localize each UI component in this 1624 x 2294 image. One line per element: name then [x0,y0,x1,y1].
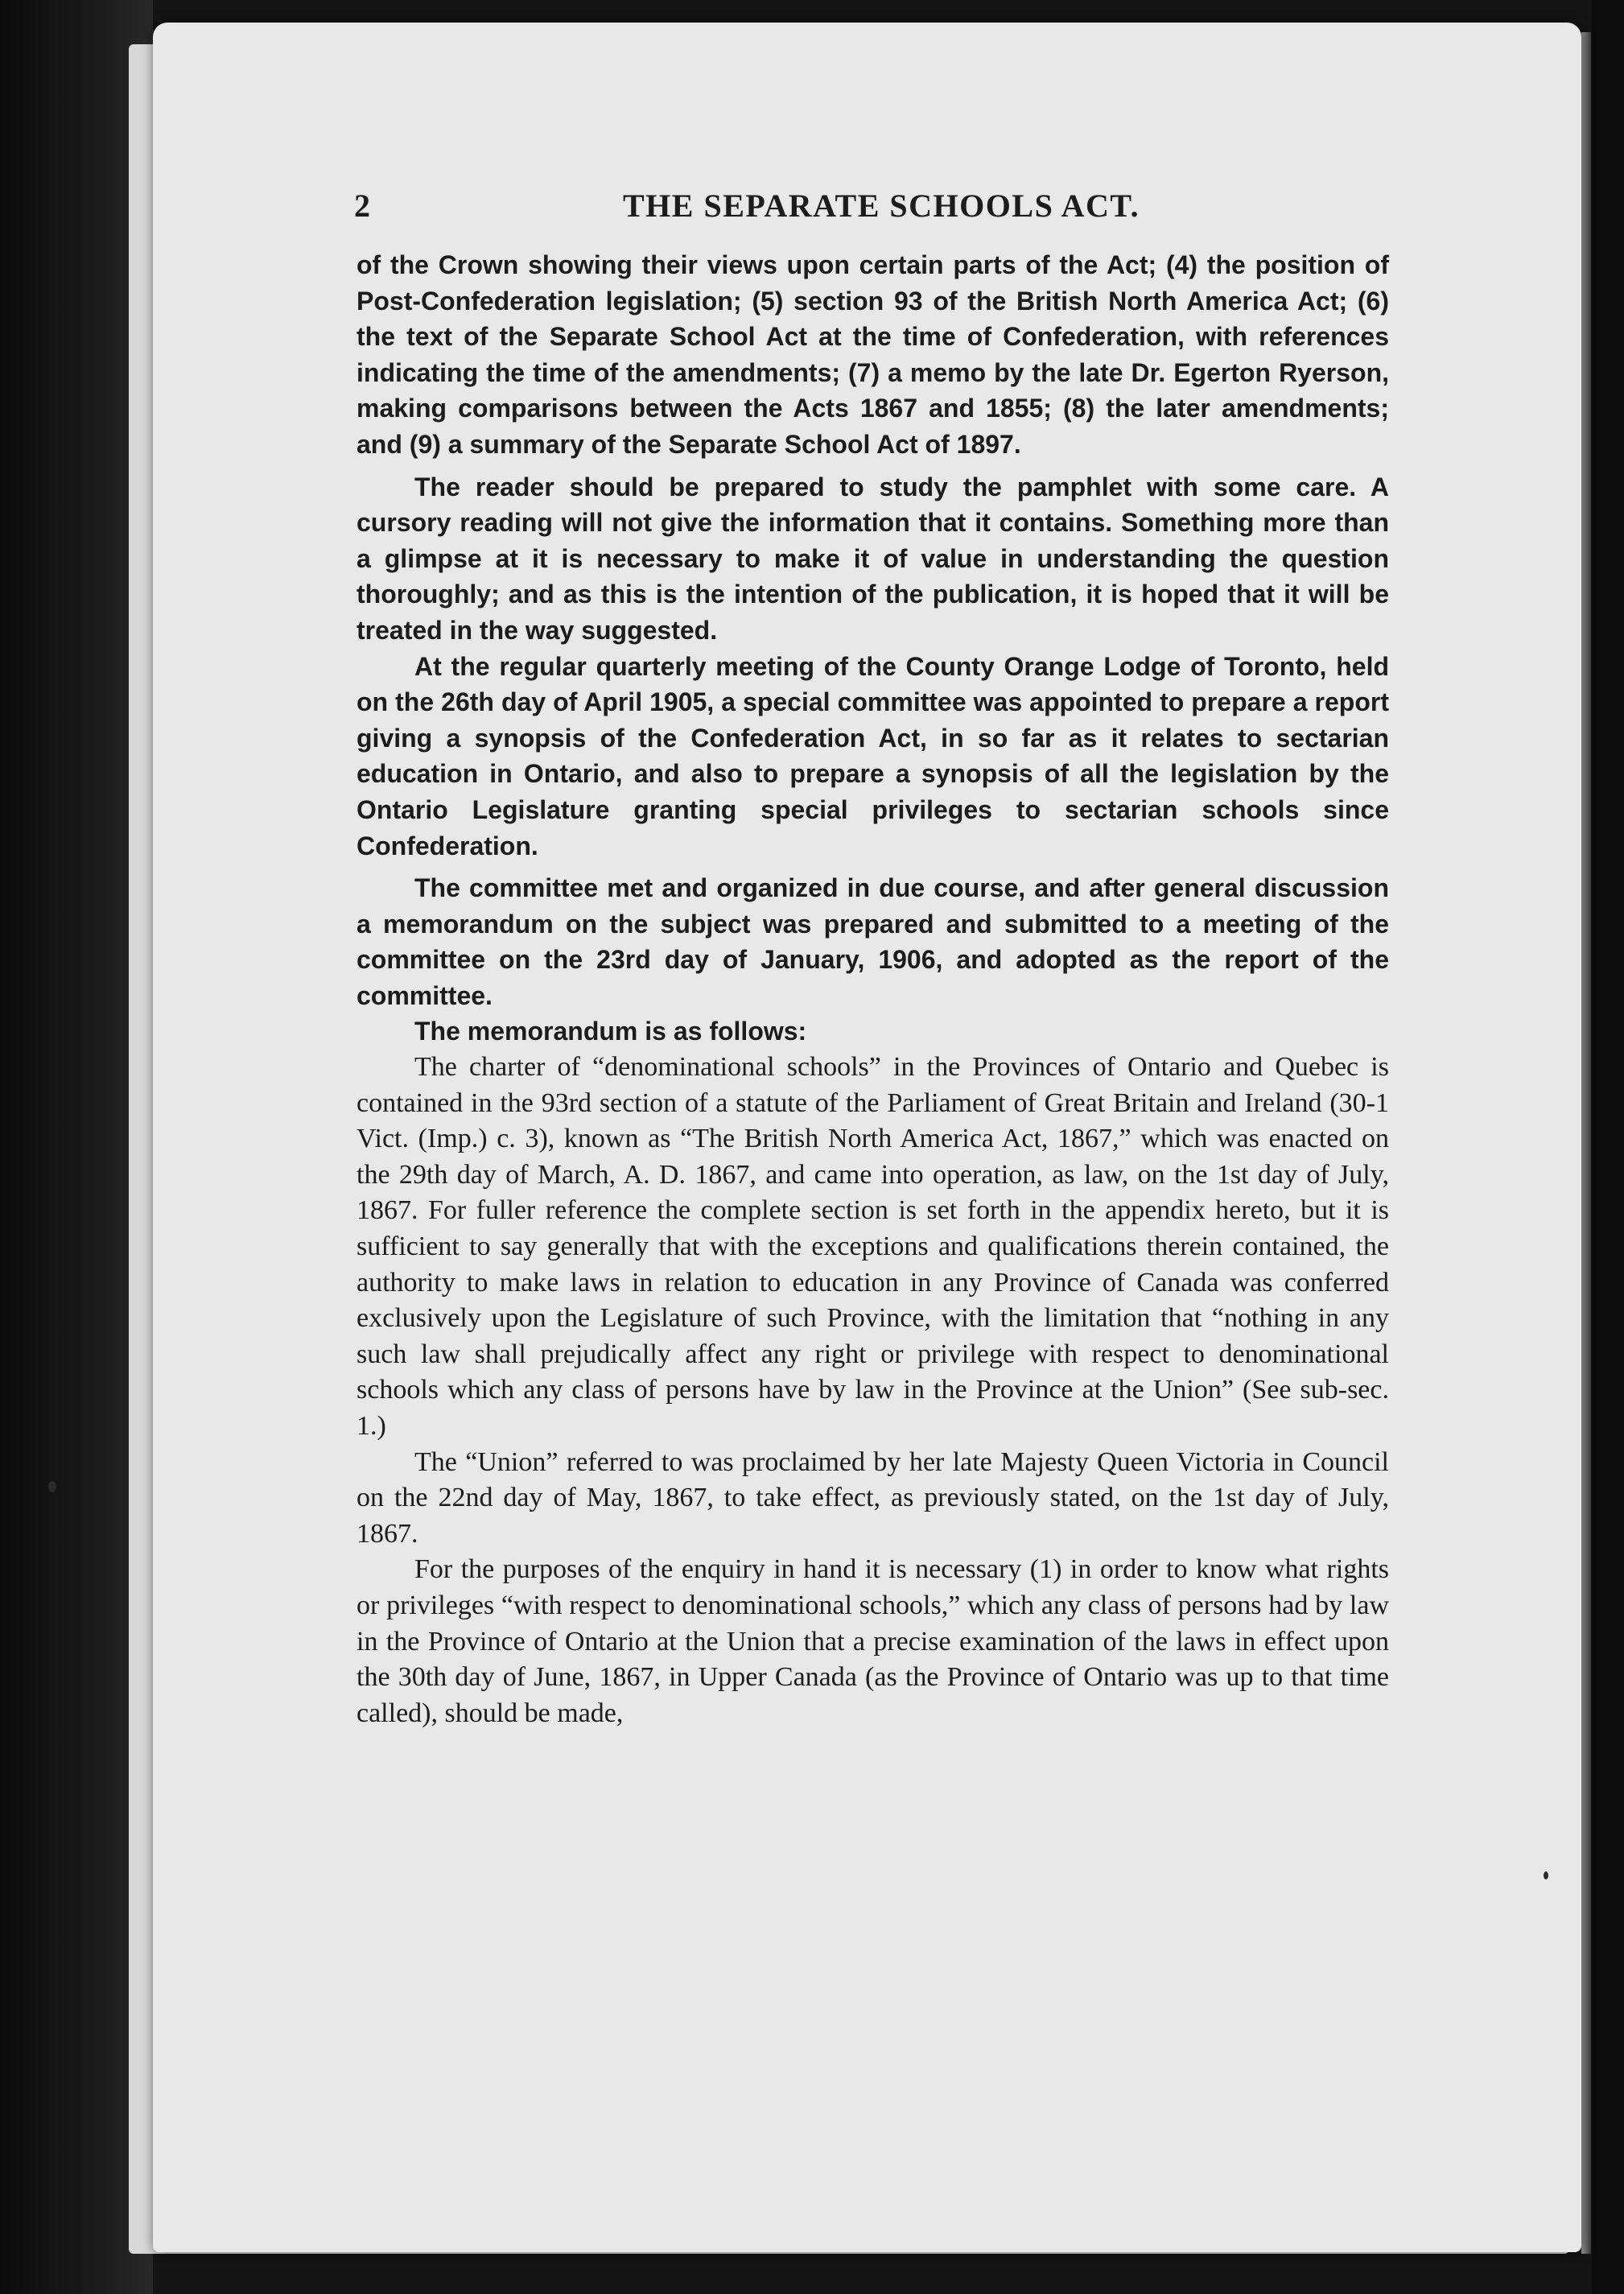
body-text [357,247,1389,1731]
paragraph-1: of the Crown showing their views upon certain parts of the Act; (4) the position of Post-Confederation legislation; (5) section 93 of the British North America Act; (6) the text of the Separate School Act at the time of Confederation, with references indicating the time of the amendments; (7) a memo by the late Dr. Egerton Ryerson, making comparisons between the Acts 1867 and 1855; (8) the later amendments; and (9) a summary of the Separate School Act of 1897. [357,250,1389,459]
paragraph-7: The “Union” referred to was proclaimed by her late Majesty Queen Victoria in Council on the 22nd day of May, 1867, to take effect, as previously stated, on the 1st day of July, 1867. [357,1446,1389,1549]
scan-speck [48,1481,56,1492]
running-header [354,187,1400,235]
paragraph-3: At the regular quarterly meeting of the County Orange Lodge of Toronto, held on the 26th day of April 1905, a special committee was appointed to prepare a report giving a synopsis of the Confederation Act, in so far as it relates to sectarian education in Ontario, and also to prepare a synopsis of all the legislation by the Ontario Legislature granting special privileges to sectarian schools since Confederation. [357,651,1389,860]
paragraph-4: The committee met and organized in due course, and after general discussion a memorandum on the subject was prepared and submitted to a meeting of the committee on the 23rd day of January, 1906, and adopted as the report of the committee. [357,873,1389,1010]
page-number: 2 [354,188,370,224]
running-title: THE SEPARATE SCHOOLS ACT. [623,188,1140,224]
scan-background-right [1592,0,1624,2294]
scan-speck [1544,1871,1548,1879]
paragraph-8: For the purposes of the enquiry in hand it is necessary (1) in order to know what rights or privileges “with respect to denominational schools,” which any class of persons had by law in the Province of Ontario at the Union that a precise examination of the laws in effect upon the 30th day of June, 1867, in Upper Canada (as the Province of Ontario was up to that time called), should be made, [357,1554,1389,1728]
paragraph-5: The memorandum is as follows: [414,1017,807,1046]
page-edge-shadow [1581,32,1591,2254]
paragraph-6: The charter of “denominational schools” in the Provinces of Ontario and Quebec is contained in the 93rd section of a statute of the Parliament of Great Britain and Ireland (30-1 Vict. (Imp.) c. 3), known as “The British North America Act, 1867,” which was enacted on the 29th day of March, A. D. 1867, and came into operation, as law, on the 1st day of July, 1867. For fuller reference the complete section is set forth in the appendix hereto, but it is sufficient to say generally that with the exceptions and qualifications therein contained, the authority to make laws in relation to education in any Province of Canada was conferred exclusively upon the Legislature of such Province, with the limitation that “nothing in any such law shall prejudically affect any right or privilege with respect to denominational schools which any class of persons have by law in the Province at the Union” (See sub-sec. 1.) [357,1052,1389,1441]
paragraph-2: The reader should be prepared to study the pamphlet with some care. A cursory reading will not give the information that it contains. Something more than a glimpse at it is necessary to make it of value in understanding the question thoroughly; and as this is the intention of the publication, it is hoped that it will be treated in the way suggested. [357,472,1389,645]
